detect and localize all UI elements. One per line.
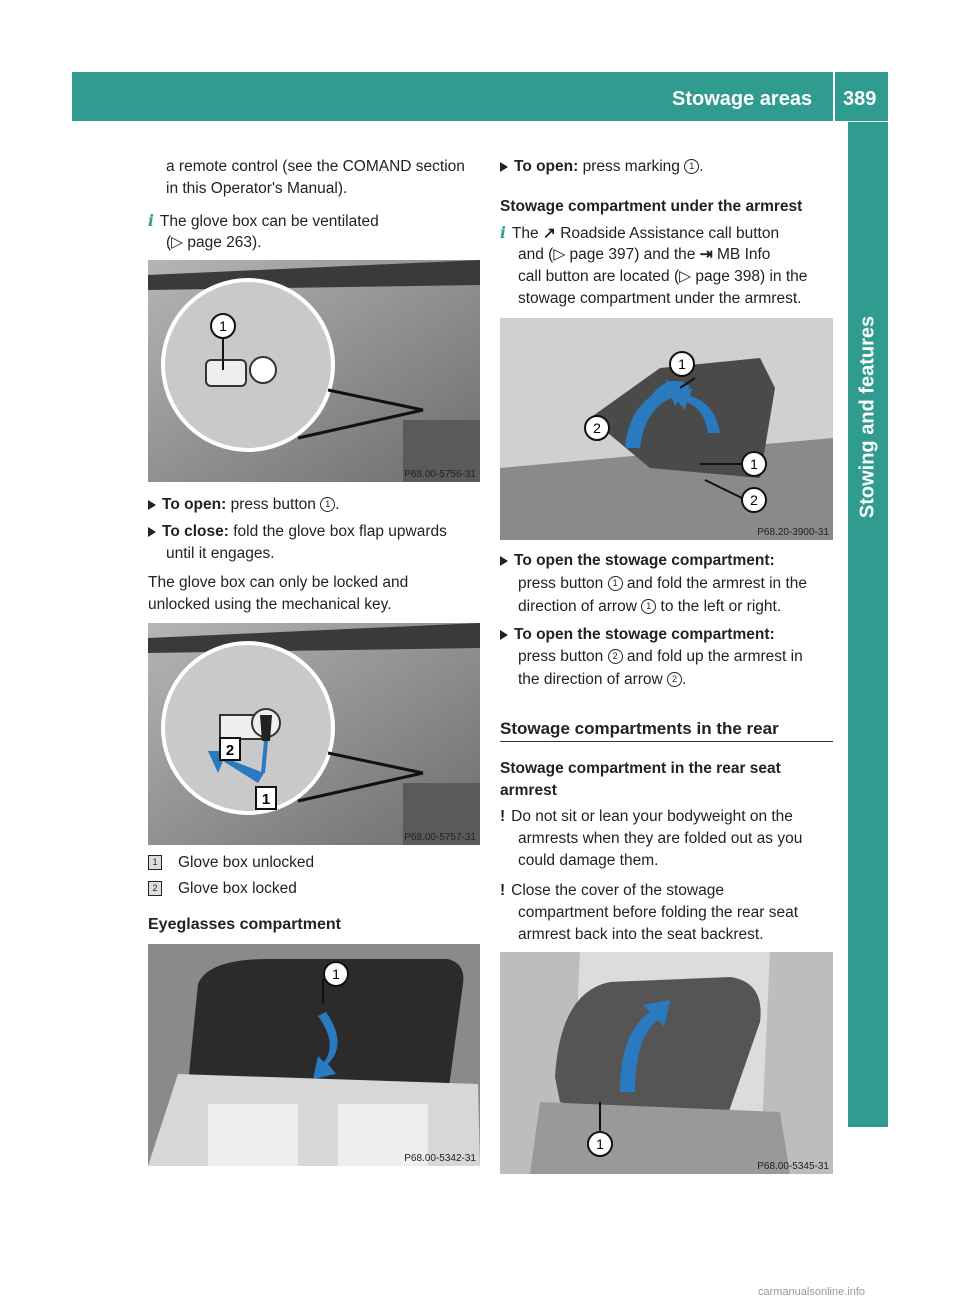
step-arrow-icon (500, 162, 508, 172)
callout-1: 1 (332, 966, 340, 982)
header-divider (833, 72, 835, 121)
warning-icon: ! (500, 808, 506, 825)
paragraph-remote-a: a remote control (see the COMAND section (166, 158, 465, 175)
warning-close-b: compartment before folding the rear seat (518, 904, 799, 921)
info-note-ventilated: i The glove box can be ventilated (148, 211, 379, 230)
paragraph-remote-b: in this Operator's Manual). (166, 180, 348, 197)
paragraph-locked-a: The glove box can only be locked and (148, 574, 409, 591)
step-arrow-icon (500, 556, 508, 566)
armrest-heading: Stowage compartment under the armrest (500, 198, 803, 215)
step-arrow-icon (148, 500, 156, 510)
step-open-glovebox: To open: press button 1 . (148, 494, 340, 516)
rear-armrest-subheading-a: Stowage compartment in the rear seat (500, 760, 781, 777)
side-tab (848, 122, 888, 1127)
step-open-stowage-1c: direction of arrow 1 to the left or right. (518, 598, 782, 615)
heading-rule (500, 741, 833, 742)
callout-2: 2 (225, 742, 235, 759)
callout-1: 1 (678, 356, 686, 372)
image-code: P68.00-5757-31 (404, 832, 476, 843)
callout-1: 1 (219, 318, 227, 334)
legend-unlocked: 1 Glove box unlocked (148, 852, 314, 874)
step-open-marking: To open: press marking 1 . (500, 156, 704, 178)
callout-1: 1 (596, 1136, 604, 1152)
image-code: P68.00-5756-31 (404, 469, 476, 480)
info-note-roadside-b: and (▷ page 397) and the ⇥ MB Info (518, 246, 771, 263)
rear-armrest-subheading-b: armrest (500, 782, 557, 799)
step-open-stowage-1b: press button 1 and fold the armrest in the (518, 575, 807, 592)
side-tab-label: Stowing and features (856, 315, 879, 519)
glove-box-button-photo (148, 260, 480, 482)
roadside-assistance-icon: ↗ (542, 225, 556, 242)
info-icon: i (148, 211, 154, 230)
info-note-ventilated-ref: (▷ page 263). (166, 234, 262, 251)
image-code: P68.20-3900-31 (757, 527, 829, 538)
step-close-glovebox-b: until it engages. (166, 545, 275, 562)
rear-compartments-heading: Stowage compartments in the rear (500, 719, 779, 738)
callout-1: 1 (750, 456, 758, 472)
info-note-roadside-d: stowage compartment under the armrest. (518, 290, 802, 307)
front-armrest-photo (500, 318, 833, 540)
warning-icon: ! (500, 882, 506, 899)
eyeglasses-photo (148, 944, 480, 1166)
section-title: Stowage areas (672, 88, 813, 110)
info-note-roadside-a: i The ↗ Roadside Assistance call button (500, 223, 780, 242)
warning-close-c: armrest back into the seat backrest. (518, 926, 764, 943)
step-open-stowage-2c: the direction of arrow 2 . (518, 671, 687, 688)
step-open-stowage-1: To open the stowage compartment: (500, 550, 775, 572)
callout-2: 2 (750, 492, 758, 508)
info-note-roadside-c: call button are located (▷ page 398) in the (518, 268, 808, 285)
footer-watermark: carmanualsonline.info (758, 1286, 866, 1298)
legend-locked: 2 Glove box locked (148, 878, 297, 900)
image-code: P68.00-5342-31 (404, 1153, 476, 1164)
warning-close-a: ! Close the cover of the stowage (500, 882, 724, 899)
step-arrow-icon (148, 527, 156, 537)
info-icon: i (500, 223, 506, 242)
warning-sit-c: could damage them. (518, 852, 659, 869)
page-number: 389 (843, 88, 877, 110)
paragraph-locked-b: unlocked using the mechanical key. (148, 596, 392, 613)
callout-2: 2 (593, 420, 601, 436)
mb-info-icon: ⇥ (699, 246, 713, 263)
step-arrow-icon (500, 630, 508, 640)
step-open-stowage-2: To open the stowage compartment: (500, 624, 775, 646)
side-tab-block (848, 1076, 888, 1127)
callout-1: 1 (261, 791, 271, 808)
eyeglasses-heading: Eyeglasses compartment (148, 916, 341, 933)
glove-box-lock-photo (148, 623, 480, 845)
warning-sit-a: ! Do not sit or lean your bodyweight on the (500, 808, 793, 825)
warning-sit-b: armrests when they are folded out as you (518, 830, 803, 847)
image-code: P68.00-5345-31 (757, 1161, 829, 1172)
rear-armrest-photo (500, 952, 833, 1174)
step-open-stowage-2b: press button 2 and fold up the armrest in (518, 648, 803, 665)
step-close-glovebox: To close: fold the glove box flap upwards (148, 521, 447, 543)
